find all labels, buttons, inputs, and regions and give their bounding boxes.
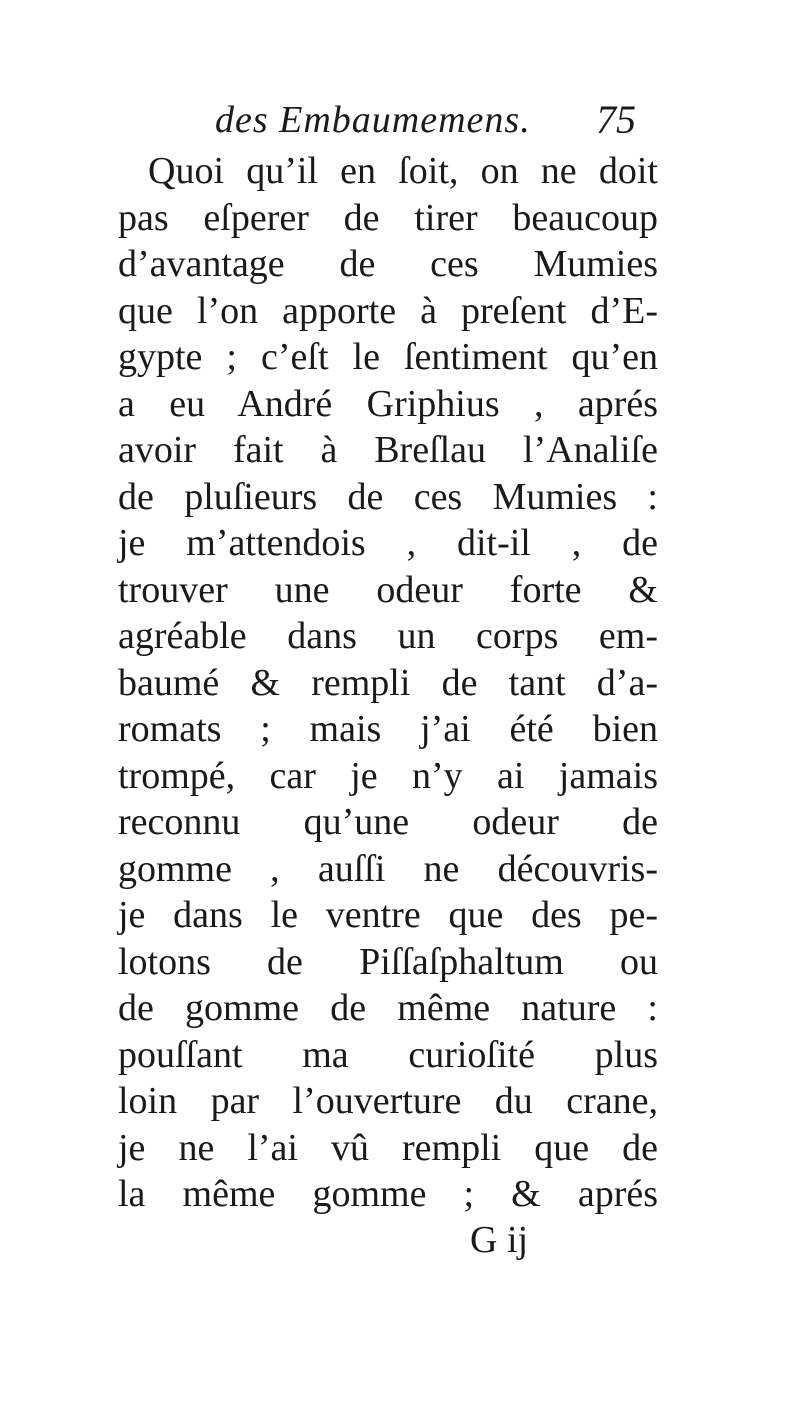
text-line: reconnu qu’une odeur de <box>118 801 658 843</box>
text-line: lotons de Piſſaſphaltum ou <box>118 940 658 983</box>
body-text <box>118 148 658 1218</box>
text-line: de pluſieurs de ces Mumies : <box>118 475 658 518</box>
text-line: gomme , auſſi ne découvris- <box>118 847 658 890</box>
text-line: je ne l’ai vû rempli que de <box>118 1126 658 1169</box>
text-line: de gomme de même nature : <box>118 987 658 1029</box>
text-line: avoir fait à Breſlau l’Analiſe <box>118 429 658 471</box>
text-line: pouſſant ma curioſité plus <box>118 1033 658 1076</box>
text-line: d’avantage de ces Mumies <box>118 243 658 285</box>
page-number: 75 <box>596 97 636 142</box>
text-line: baumé & rempli de tant d’a- <box>118 661 658 704</box>
signature-mark: G ij <box>470 1219 529 1261</box>
text-line: que l’on apporte à preſent d’E- <box>118 289 658 332</box>
text-line: loin par l’ouverture du crane, <box>118 1080 658 1122</box>
text-line: la même gomme ; & aprés <box>118 1173 658 1215</box>
page-header <box>0 96 800 156</box>
text-line: romats ; mais j’ai été bien <box>118 708 658 750</box>
text-line: pas eſperer de tirer beaucoup <box>118 196 658 239</box>
text-line: je dans le ventre que des pe- <box>118 894 658 936</box>
text-line: gypte ; c’eſt le ſentiment qu’en <box>118 336 658 378</box>
text-line: Quoi qu’il en ſoit, on ne doit <box>148 150 658 192</box>
running-head: des Embaumemens. <box>215 99 531 141</box>
text-line: trompé, car je n’y ai jamais <box>118 754 658 797</box>
text-line: agréable dans un corps em- <box>118 615 658 657</box>
text-line: a eu André Griphius , aprés <box>118 382 658 425</box>
text-line: je m’attendois , dit-il , de <box>118 522 658 564</box>
text-line: trouver une odeur forte & <box>118 568 658 611</box>
